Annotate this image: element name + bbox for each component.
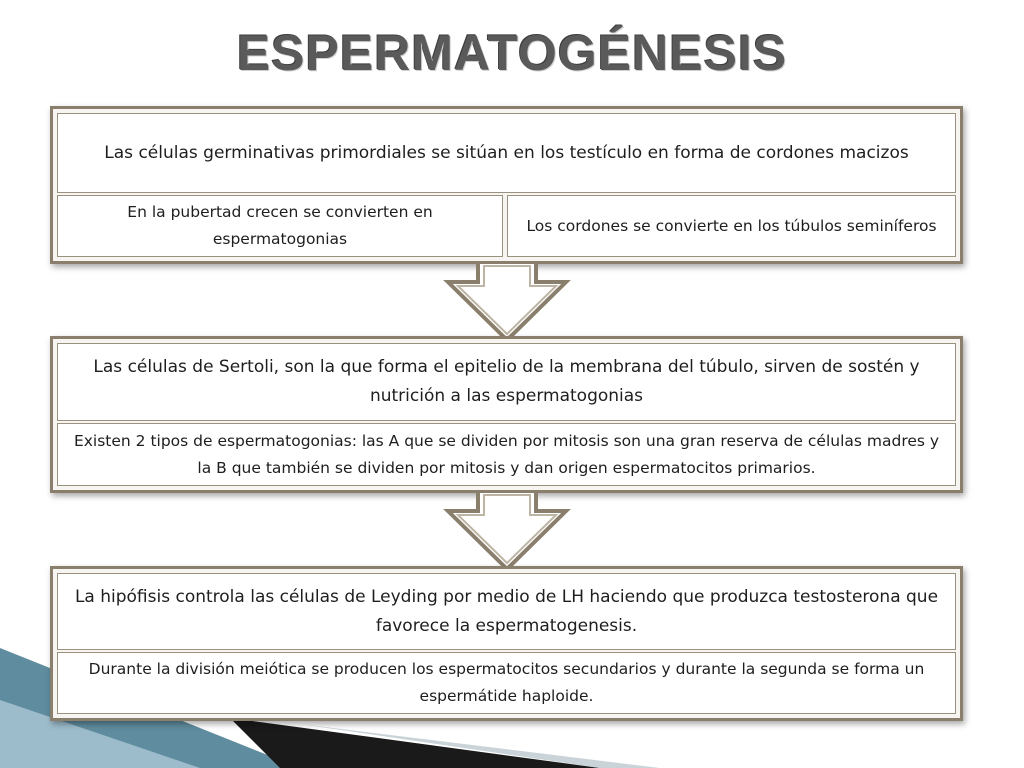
block-2-main-text: Las células de Sertoli, son la que forma el epitelio de la membrana del túbulo, sirven de sostén y nutrición a las espermatogonias [57, 343, 956, 421]
page-title: ESPERMATOGÉNESIS [236, 25, 788, 81]
down-arrow-1 [440, 262, 574, 344]
block-1-main-text: Las células germinativas primordiales se sitúan en los testículo en forma de cordones macizos [57, 113, 956, 193]
block-1-left-text: En la pubertad crecen se convierten en espermatogonias [57, 195, 503, 257]
block-1-right-text: Los cordones se convierte en los túbulos seminíferos [507, 195, 956, 257]
block-1 [50, 106, 963, 264]
corner-stripe-dark [230, 718, 600, 768]
block-2 [50, 336, 963, 493]
down-arrow-2 [440, 491, 574, 573]
block-3-sub-text: Durante la división meiótica se producen los espermatocitos secundarios y durante la segunda se forma un espermátide haploide. [57, 652, 956, 714]
block-3-main-text: La hipófisis controla las células de Leyding por medio de LH haciendo que produzca testosterona que favorece la espermatogenesis. [57, 573, 956, 650]
block-2-sub-text: Existen 2 tipos de espermatogonias: las A que se dividen por mitosis son una gran reserva de células madres y la B que también se dividen por mitosis y dan origen espermatocitos primarios. [57, 423, 956, 486]
block-3 [50, 566, 963, 721]
